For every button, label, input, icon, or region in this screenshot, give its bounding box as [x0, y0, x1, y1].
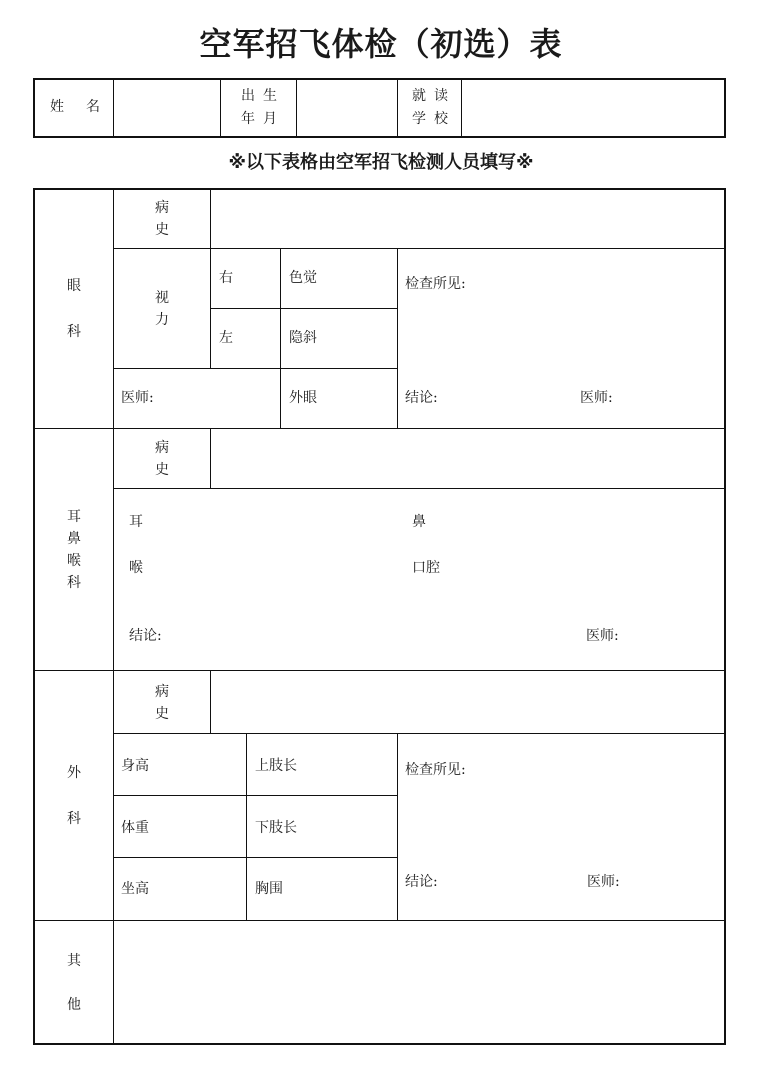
other-section-label [35, 922, 113, 1043]
eye-history-char-1: 病 [155, 200, 169, 216]
school-field[interactable] [463, 80, 723, 135]
upper-limb-label: 上肢长 [255, 758, 297, 774]
school-label-line-2: 学校 [412, 111, 456, 127]
mouth-label: 口腔 [412, 560, 440, 576]
strabismus-label: 隐斜 [289, 330, 317, 346]
vision-left-label: 左 [219, 330, 233, 346]
name-label-char-2: 名 [86, 99, 100, 115]
ent-history-char-2: 史 [155, 462, 169, 478]
eye-section-label [35, 190, 113, 428]
other-section-char-1: 其 [67, 952, 81, 969]
school-label-line-1: 就读 [412, 88, 456, 104]
eye-section-char-2: 科 [67, 324, 81, 340]
vision-char-2: 力 [155, 311, 169, 328]
nose-label: 鼻 [412, 514, 426, 530]
chest-label: 胸围 [255, 881, 283, 897]
vision-char-1: 视 [155, 289, 169, 306]
color-vision-label: 色觉 [289, 270, 317, 286]
throat-label: 喉 [129, 560, 143, 576]
surgery-doctor-label: 医师: [587, 874, 620, 890]
vision-right-label: 右 [219, 270, 233, 286]
surgery-conclusion-label: 结论: [405, 874, 438, 890]
eye-history-label [114, 190, 210, 248]
birth-label-line-2: 年月 [241, 111, 285, 127]
school-label [399, 80, 461, 136]
birth-field[interactable] [298, 80, 396, 135]
ent-section-label [35, 430, 113, 670]
height-label: 身高 [121, 758, 149, 774]
external-eye-label: 外眼 [289, 390, 317, 406]
surgery-history-char-2: 史 [155, 705, 169, 722]
sitting-height-label: 坐高 [121, 881, 149, 897]
eye-section-char-1: 眼 [67, 278, 81, 294]
surgery-section-char-1: 外 [67, 765, 81, 781]
surgery-findings-label: 检查所见: [405, 762, 466, 778]
surgery-history-char-1: 病 [155, 683, 169, 700]
vision-label [114, 249, 210, 368]
eye-history-char-2: 史 [155, 222, 169, 238]
ent-history-char-1: 病 [155, 440, 169, 456]
lower-limb-label: 下肢长 [255, 820, 297, 836]
ent-history-label [114, 430, 210, 488]
eye-conclusion-label: 结论: [405, 390, 438, 406]
name-label [50, 97, 100, 117]
surgery-history-field[interactable] [212, 672, 723, 732]
name-label-char-1: 姓 [50, 99, 64, 115]
eye-findings-label: 检查所见: [405, 276, 466, 292]
staff-note: ※以下表格由空军招飞检测人员填写※ [228, 152, 534, 173]
ent-section-char-2: 鼻 [67, 531, 81, 547]
birth-label-line-1: 出生 [241, 88, 285, 104]
ent-section-char-3: 喉 [67, 553, 81, 569]
birth-label [222, 80, 296, 136]
weight-label: 体重 [121, 820, 149, 836]
ent-history-field[interactable] [212, 430, 723, 487]
ent-section-char-1: 耳 [67, 509, 81, 525]
other-section-char-2: 他 [67, 996, 81, 1013]
ear-label: 耳 [129, 514, 143, 530]
name-field[interactable] [115, 80, 219, 135]
form-title: 空军招飞体检（初选）表 [199, 25, 563, 63]
ent-doctor-label: 医师: [586, 628, 619, 644]
eye-doctor-right-label: 医师: [580, 390, 613, 406]
surgery-section-label [35, 672, 113, 920]
surgery-history-label [114, 672, 210, 733]
ent-section-char-4: 科 [67, 575, 81, 591]
eye-doctor-left-label: 医师: [121, 390, 154, 406]
surgery-section-char-2: 科 [67, 811, 81, 827]
ent-conclusion-label: 结论: [129, 628, 162, 644]
other-field[interactable] [115, 922, 723, 1042]
eye-history-field[interactable] [212, 190, 723, 247]
